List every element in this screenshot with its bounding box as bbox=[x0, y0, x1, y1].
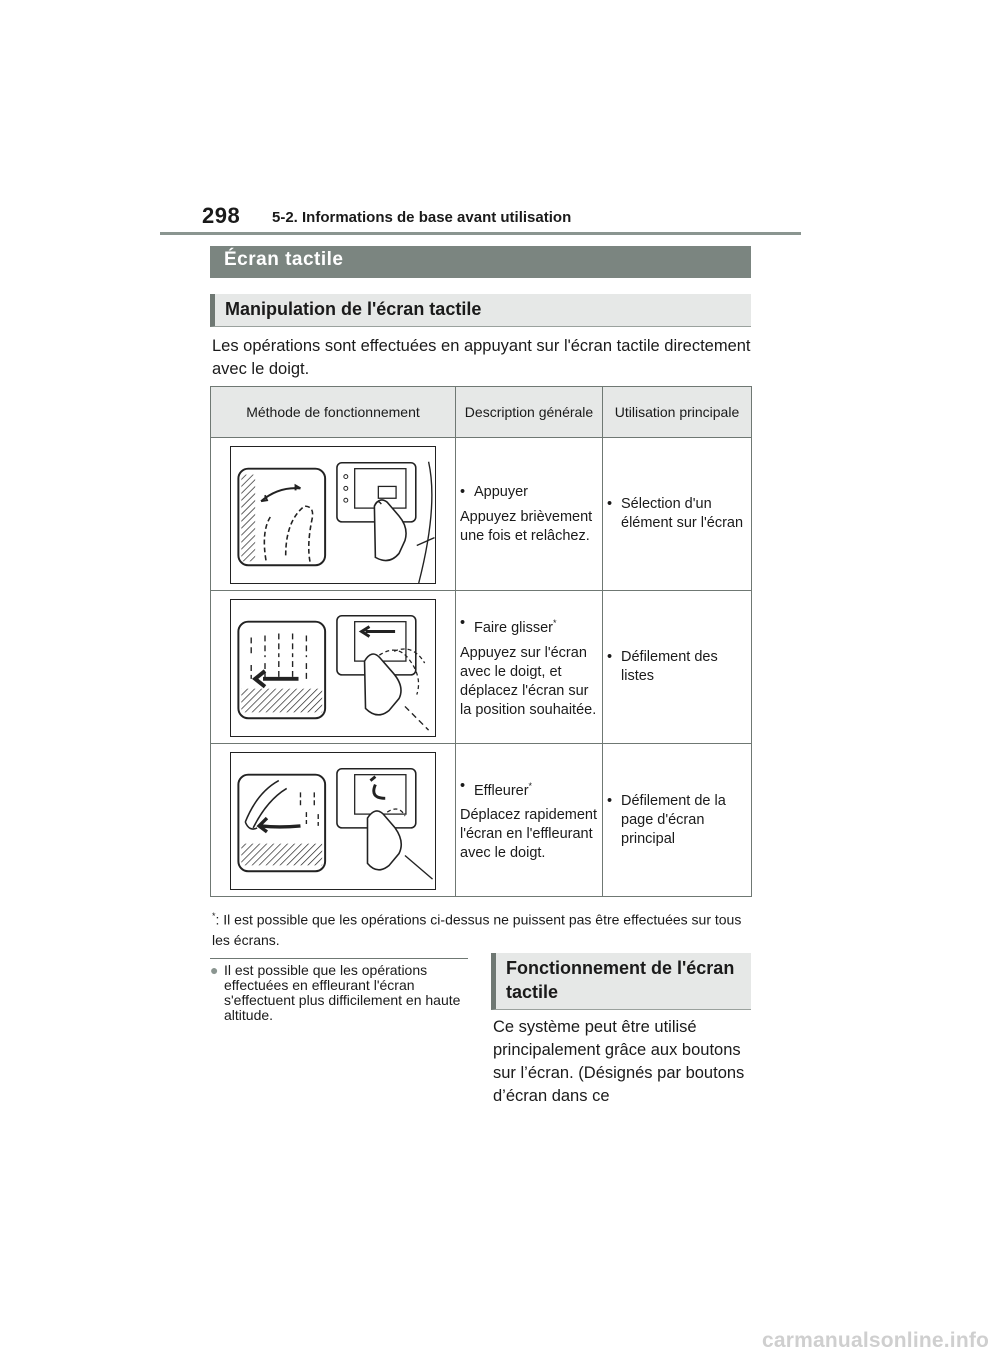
bullet-icon: • bbox=[607, 792, 613, 809]
bullet-icon: • bbox=[460, 483, 466, 500]
footnote-marker: * bbox=[552, 618, 557, 629]
usage-cell bbox=[603, 438, 752, 591]
footnote bbox=[212, 906, 752, 950]
drag-gesture-illustration bbox=[230, 599, 436, 737]
bullet-icon: • bbox=[607, 649, 613, 665]
illustration-cell bbox=[211, 591, 456, 744]
heading-secondary-text: Manipulation de l'écran tactile bbox=[225, 299, 482, 319]
heading-primary bbox=[210, 246, 751, 278]
usage-cell bbox=[603, 591, 752, 744]
column-header: Description générale bbox=[456, 387, 603, 438]
description-cell bbox=[456, 591, 603, 744]
bullet-icon: • bbox=[460, 777, 466, 794]
note-block bbox=[210, 963, 468, 1023]
page-number: 298 bbox=[202, 203, 241, 228]
column-header: Utilisation principale bbox=[603, 387, 752, 438]
description-cell bbox=[456, 744, 603, 897]
footnote-text: : Il est possible que les opérations ci-dessus ne puissent pas être effectuées sur tous les écrans. bbox=[212, 911, 742, 948]
gesture-description: Appuyez brièvement une fois et relâchez. bbox=[460, 508, 593, 544]
description-cell bbox=[456, 438, 603, 591]
note-bullet-icon: ● bbox=[210, 962, 219, 978]
intro-paragraph: Les opérations sont effectuées en appuyant sur l'écran tactile directement avec le doigt. bbox=[212, 337, 751, 378]
heading-tertiary bbox=[491, 953, 751, 1010]
footnote-mark: * bbox=[212, 911, 216, 921]
body-paragraph: Ce système peut être utilisé principalement grâce aux boutons sur l’écran. (Désignés par boutons d’écran dans ce bbox=[493, 1018, 745, 1105]
heading-tertiary-text: Fonctionnement de l'écran tactile bbox=[506, 958, 735, 1002]
note-text: Il est possible que les opérations effectuées en effleurant l'écran s'effectuent plus difficilement en haute altitude. bbox=[224, 962, 461, 1023]
heading-secondary bbox=[210, 294, 751, 327]
watermark: carmanualsonline.info bbox=[762, 1329, 989, 1352]
gesture-description: Appuyez sur l'écran avec le doigt, et déplacez l'écran sur la position souhaitée. bbox=[460, 644, 597, 718]
header-divider bbox=[160, 232, 801, 235]
gesture-name: Appuyer bbox=[474, 483, 529, 500]
illustration-cell bbox=[211, 744, 456, 897]
gesture-usage: Défilement des listes bbox=[621, 649, 718, 684]
section-title: 5-2. Informations de base avant utilisation bbox=[272, 209, 572, 226]
usage-cell bbox=[603, 744, 752, 897]
gesture-name: Effleurer bbox=[474, 782, 529, 799]
gesture-usage: Défilement de la page d'écran principal bbox=[621, 792, 726, 847]
gesture-usage: Sélection d'un élément sur l'écran bbox=[621, 496, 744, 531]
table-row bbox=[211, 438, 752, 591]
table-header-row bbox=[211, 387, 752, 438]
bullet-icon: • bbox=[607, 496, 613, 512]
flick-gesture-illustration bbox=[230, 752, 436, 890]
column-header: Méthode de fonctionnement bbox=[211, 387, 456, 438]
gesture-name: Faire glisser bbox=[474, 619, 553, 636]
illustration-cell bbox=[211, 438, 456, 591]
gesture-description: Déplacez rapidement l'écran en l'effleurant avec le doigt. bbox=[460, 807, 598, 862]
heading-primary-text: Écran tactile bbox=[224, 249, 344, 270]
note-divider bbox=[210, 958, 468, 959]
gesture-table bbox=[210, 386, 752, 897]
footnote-marker: * bbox=[528, 780, 533, 791]
table-row bbox=[211, 744, 752, 897]
tap-gesture-illustration bbox=[230, 446, 436, 584]
table-row bbox=[211, 591, 752, 744]
bullet-icon: • bbox=[460, 615, 466, 632]
